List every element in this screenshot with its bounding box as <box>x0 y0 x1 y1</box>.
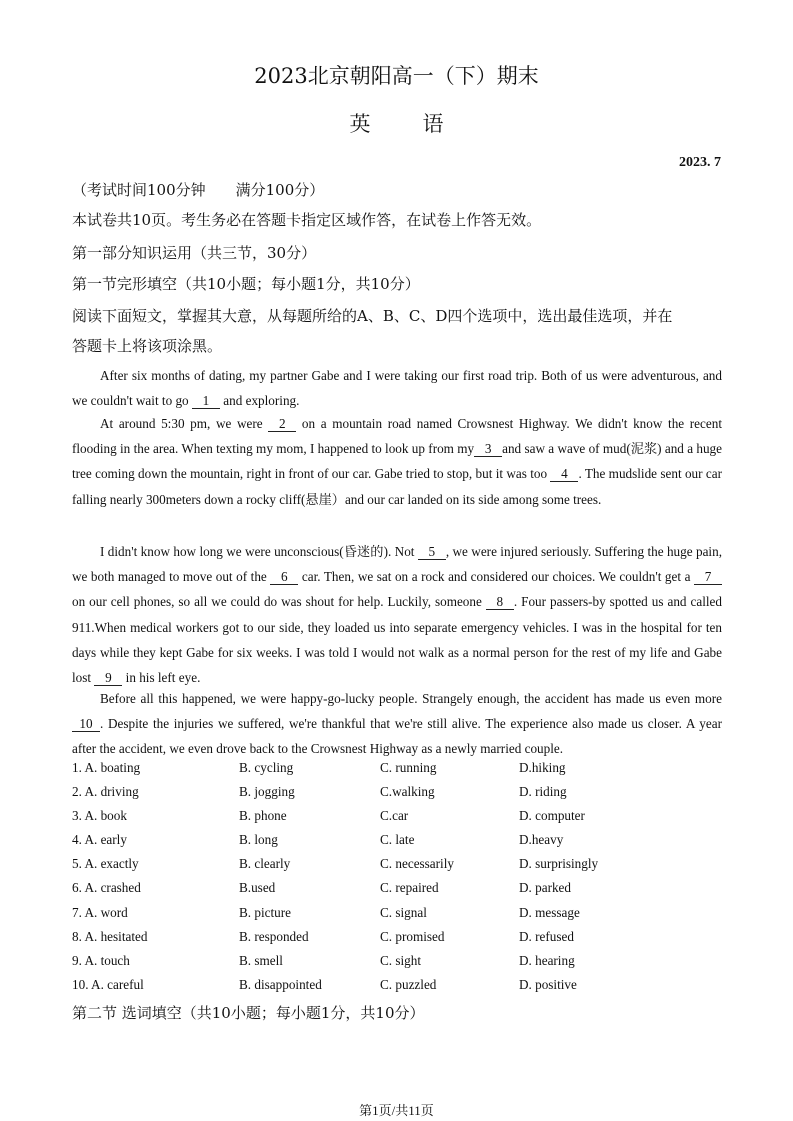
option-c: C. necessarily <box>380 856 454 872</box>
option-c: C. repaired <box>380 880 439 896</box>
option-c: C.car <box>380 808 409 824</box>
blank-10: 10 <box>72 717 100 732</box>
notice-line: 本试卷共10页。考生务必在答题卡指定区域作答，在试卷上作答无效。 <box>72 211 542 229</box>
subject-char-2: 语 <box>422 112 444 136</box>
passage-text: , we were injured seriously. Suffering the huge pain, we both managed to move out of the <box>72 544 722 585</box>
blank-4: 4 <box>550 467 578 482</box>
option-b: B. responded <box>239 928 309 944</box>
subject-char-1: 英 <box>349 112 371 136</box>
passage-paragraph-3 <box>72 539 722 690</box>
passage-text: on our cell phones, so all we could do was shout for help. Luckily, someone <box>72 594 486 610</box>
option-d: D. computer <box>519 808 585 824</box>
option-b: B. picture <box>239 904 292 920</box>
option-b: B. disappointed <box>239 976 322 992</box>
option-b: B. jogging <box>239 784 295 800</box>
passage-text: car. Then, we sat on a rock and considered our choices. We couldn't get a <box>298 569 694 585</box>
option-d: D.heavy <box>519 832 564 848</box>
passage-text: . Four passers-by spotted us and called 911.When medical workers got to our side, they loaded us into separate emergency vehicles. I was in the hospital for ten days while they kept Gabe for six weeks. I was told I would not walk as a normal person for the rest of my life and Gabe lost <box>72 594 722 686</box>
passage-paragraph-2 <box>72 411 722 512</box>
option-c: C.walking <box>380 784 435 800</box>
option-a: 8. A. hesitated <box>72 928 148 944</box>
option-a: 5. A. exactly <box>72 856 139 872</box>
option-d: D. surprisingly <box>519 856 599 872</box>
option-a: 9. A. touch <box>72 952 130 968</box>
page-number: 第1页/共11页 <box>359 1103 434 1118</box>
option-c: C. promised <box>380 928 445 944</box>
exam-info: （考试时间100分钟 满分100分） <box>72 181 325 199</box>
passage-text: After six months of dating, my partner Gabe and I were taking our first road trip. Both of us were adventurous, and we couldn't wait to go <box>72 368 722 409</box>
option-c: C. running <box>380 760 437 775</box>
passage-text: and saw a wave of mud(泥浆) and a huge tree coming down the mountain, right in front of our car. Gabe tried to stop, but it was too <box>72 441 722 482</box>
option-b: B. long <box>239 832 278 848</box>
exam-title: 2023北京朝阳高一（下）期末 <box>254 64 539 88</box>
blank-8: 8 <box>486 595 514 610</box>
option-b: B. cycling <box>239 760 294 775</box>
part1-heading: 第一部分知识运用（共三节，30分） <box>72 244 317 262</box>
option-a: 1. A. boating <box>72 760 141 775</box>
blank-5: 5 <box>418 545 446 560</box>
option-c: C. late <box>380 832 415 848</box>
blank-9: 9 <box>94 671 122 686</box>
option-a: 4. A. early <box>72 832 127 848</box>
directions-line-2: 答题卡上将该项涂黑。 <box>72 337 223 355</box>
passage-text: At around 5:30 pm, we were <box>100 416 269 431</box>
passage-text: Before all this happened, we were happy-go-lucky people. Strangely enough, the accident has made us even more <box>100 691 722 706</box>
passage-paragraph-1 <box>72 363 722 413</box>
passage-text: I didn't know how long we were unconscious(昏迷的). Not <box>100 544 418 559</box>
passage-paragraph-4 <box>72 686 722 762</box>
option-b: B. smell <box>239 952 283 968</box>
blank-7: 7 <box>694 570 722 585</box>
option-a: 6. A. crashed <box>72 880 141 896</box>
passage-text: . The mudslide sent our car falling nearly 300meters down a rocky cliff(悬崖）and our car landed on its side among some trees. <box>72 466 722 507</box>
option-b: B. phone <box>239 808 287 824</box>
option-a: 7. A. word <box>72 904 128 920</box>
section2-heading: 第二节 选词填空（共10小题；每小题1分，共10分） <box>72 1004 425 1022</box>
directions-line-1: 阅读下面短文，掌握其大意，从每题所给的A、B、C、D四个选项中，选出最佳选项，并在 <box>72 307 673 325</box>
option-b: B.used <box>239 880 276 896</box>
blank-1: 1 <box>192 394 220 409</box>
option-b: B. clearly <box>239 856 291 872</box>
passage-text: on a mountain road named Crowsnest Highway. We didn't know the recent flooding in the area. When texting my mom, I happened to look up from my <box>72 416 722 457</box>
subject-title <box>0 108 793 138</box>
option-a: 3. A. book <box>72 808 127 824</box>
option-c: C. sight <box>380 952 422 968</box>
option-d: D. riding <box>519 784 567 800</box>
option-c: C. puzzled <box>380 976 437 992</box>
option-a: 2. A. driving <box>72 784 139 800</box>
option-c: C. signal <box>380 904 427 920</box>
option-a: 10. A. careful <box>72 976 144 992</box>
option-d: D.hiking <box>519 760 566 775</box>
blank-6: 6 <box>270 570 298 585</box>
blank-2: 2 <box>268 417 296 432</box>
blank-3: 3 <box>474 442 502 457</box>
passage-text: and exploring. <box>219 393 300 409</box>
passage-text: . Despite the injuries we suffered, we're thankful that we're still alive. The experience also made us closer. A year after the accident, we even drove back to the Crowsnest Highway as a newly married couple. <box>72 716 722 757</box>
passage-text: in his left eye. <box>122 670 201 686</box>
option-d: D. message <box>519 904 580 920</box>
option-d: D. parked <box>519 880 571 896</box>
section1-heading: 第一节完形填空（共10小题；每小题1分，共10分） <box>72 275 420 293</box>
option-d: D. hearing <box>519 952 575 968</box>
option-d: D. positive <box>519 976 577 992</box>
exam-date: 2023. 7 <box>679 155 721 170</box>
option-d: D. refused <box>519 928 574 944</box>
